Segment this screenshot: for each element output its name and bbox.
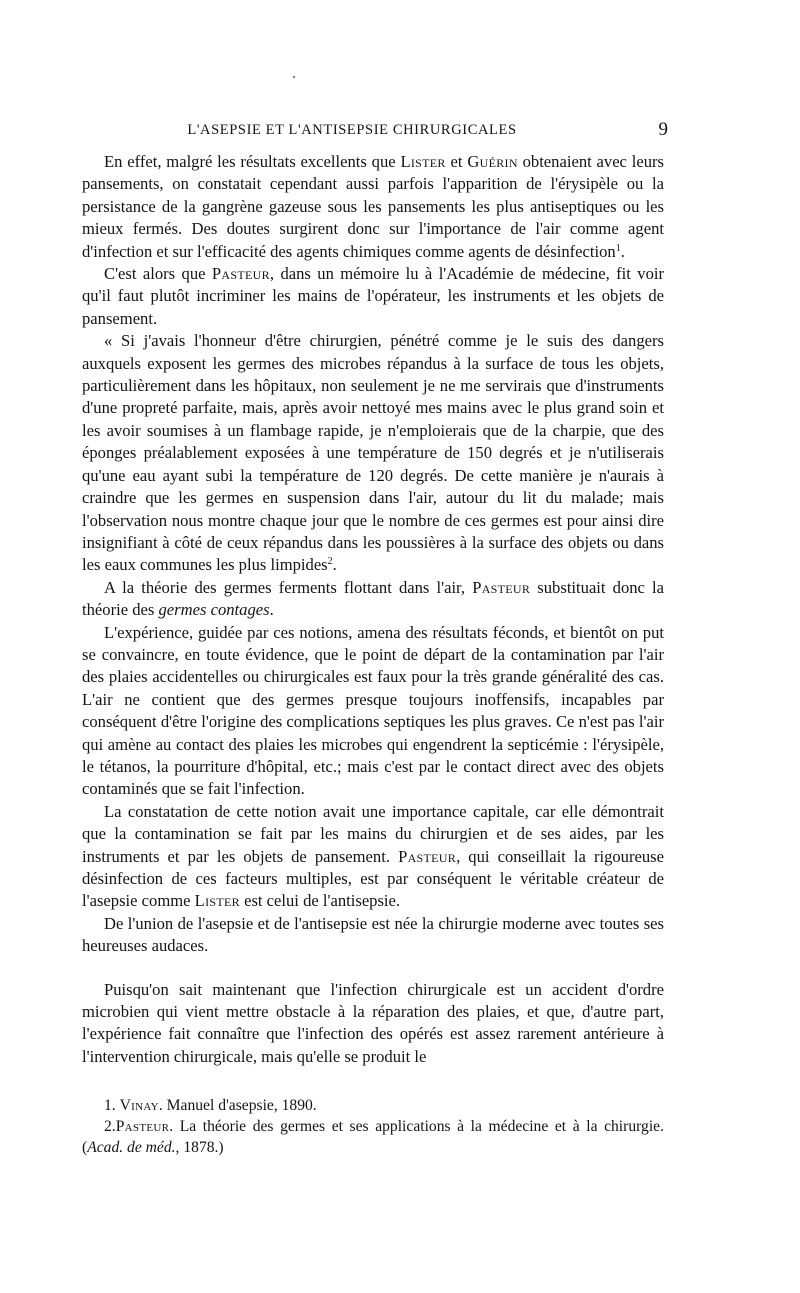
paragraph-2 [82, 263, 664, 330]
emphasis: germes contages [158, 600, 270, 620]
author-name: Lister [400, 152, 446, 171]
author-name: Pasteur [472, 577, 531, 597]
text-run: C'est alors que [104, 264, 212, 284]
text-run: De l'union de l'asepsie et de l'antisepsie est née la chirurgie moderne avec toutes ses heureuses audaces. [82, 913, 664, 956]
page-number: 9 [658, 119, 668, 140]
paragraph-8 [82, 979, 664, 1069]
body-text [82, 151, 664, 1068]
text-run: « Si j'avais l'honneur d'être chirurgien, pénétré comme je le suis des dangers auxquels exposent les germes des microbes répandus à la surface de tous les objets, particulièrement dans les hôpitaux, non seulement je ne me servirais que d'instruments d'une propreté parfaite, mais, après avoir nettoyé mes mains avec le plus grand soin et les avoir soumises à un flambage rapide, je n'emploierais que de la charpie, que des éponges préalablement exposées à une température de 150 degrés et je n'utiliserais qu'une eau ayant subi la température de 120 degrés. De cette manière je n'aurais à craindre que les germes en suspension dans l'air, autour du lit du malade; mais l'observation nous montre chaque jour que le nombre de ces germes est pour ainsi dire insignifiant à côté de ceux répandus dans les poussières à la surface des objets ou dans les eaux communes les plus limpides [82, 331, 664, 575]
text-run: . [269, 600, 274, 620]
text-run: . [620, 241, 625, 261]
footnote-text: . La théorie des germes et ses applications à la médecine et à la chirurgie. ( [82, 1118, 664, 1156]
text-run: , qui conseillait la rigoureuse désinfection de ces facteurs multiples, est par conséquent le véritable créateur de l'asepsie comme [82, 846, 664, 911]
text-run: A la théorie des germes ferments flottant dans l'air, [104, 577, 473, 597]
footnote-ref[interactable]: 1 [615, 242, 621, 254]
text-run: En effet, malgré les résultats excellents que [104, 152, 401, 171]
footnote-author: Vinay [119, 1097, 159, 1114]
paragraph-6 [82, 801, 664, 913]
footnote-author: Pasteur [115, 1118, 170, 1135]
text-run: , dans un mémoire lu à l'Académie de médecine, fit voir qu'il faut plutôt incriminer les mains de l'opérateur, les instruments et les objets de pansement. [82, 264, 665, 328]
section-spacer [82, 958, 664, 979]
footnote-number: 1. [104, 1097, 116, 1114]
author-name: Guérin [467, 152, 518, 171]
text-run: Puisqu'on sait maintenant que l'infection chirurgicale est un accident d'ordre microbien qui vient mettre obstacle à la réparation des plaies, et que, d'autre part, l'expérience fait connaître que l'infection des opérés est assez rarement antérieure à l'intervention chirurgicale, mais qu'elle se produit le [82, 979, 664, 1066]
footnote-2 [82, 1116, 664, 1158]
footnote-text: , 1878.) [175, 1139, 224, 1156]
running-title: L'ASEPSIE ET L'ANTISEPSIE CHIRURGICALES [187, 122, 517, 138]
footnote-1 [82, 1095, 664, 1116]
paragraph-7 [82, 913, 664, 958]
paragraph-4 [82, 577, 664, 622]
footnote-number: 2. [104, 1118, 116, 1135]
paragraph-5 [82, 622, 664, 801]
footnote-ref[interactable]: 2 [327, 556, 333, 568]
text-run: substituait donc la théorie des [82, 577, 664, 620]
footnote-emphasis: Acad. de méd. [87, 1139, 176, 1156]
text-run: obtenaient avec leurs pansements, on constatait cependant aussi parfois l'apparition de l'érysipèle ou la persistance de la gangrène gazeuse sous les pansements les plus antiseptiques ou les mieux fermés. Des doutes surgirent donc sur l'importance de l'air comme agent d'infection et sur l'efficacité des agents chimiques comme agents de désinfection [82, 152, 664, 261]
paper-speck [293, 76, 295, 78]
text-run: et [445, 152, 468, 171]
author-name: Pasteur [398, 846, 457, 866]
text-run: L'expérience, guidée par ces notions, amena des résultats féconds, et bientôt on put se convaincre, en toute évidence, que le point de départ de la contamination par l'air des plaies accidentelles ou chirurgicales est faux pour la très grande généralité des cas. L'air ne contient que des germes presque toujours inoffensifs, incapables par conséquent d'être l'origine des complications septiques les plus graves. Ce n'est pas l'air qui amène au contact des plaies les microbes qui engendrent la septicémie : l'érysipèle, le tétanos, la pourriture d'hôpital, etc.; mais c'est par le contact direct avec des objets contaminés que se fait l'infection. [82, 622, 664, 799]
page-header [82, 118, 668, 142]
footnotes [82, 1095, 664, 1158]
author-name: Pasteur [211, 264, 270, 284]
paragraph-1 [82, 151, 664, 263]
paragraph-3-quote [82, 330, 664, 576]
text-run: . [332, 555, 337, 575]
footnote-text: . Manuel d'asepsie, 1890. [158, 1097, 317, 1114]
text-run: est celui de l'antisepsie. [239, 891, 401, 911]
text-run: La constatation de cette notion avait une importance capitale, car elle démontrait que la contamination se fait par les mains du chirurgien et de ses aides, par les instruments et par les objets de pansement. [82, 801, 664, 866]
author-name: Lister [194, 891, 240, 911]
